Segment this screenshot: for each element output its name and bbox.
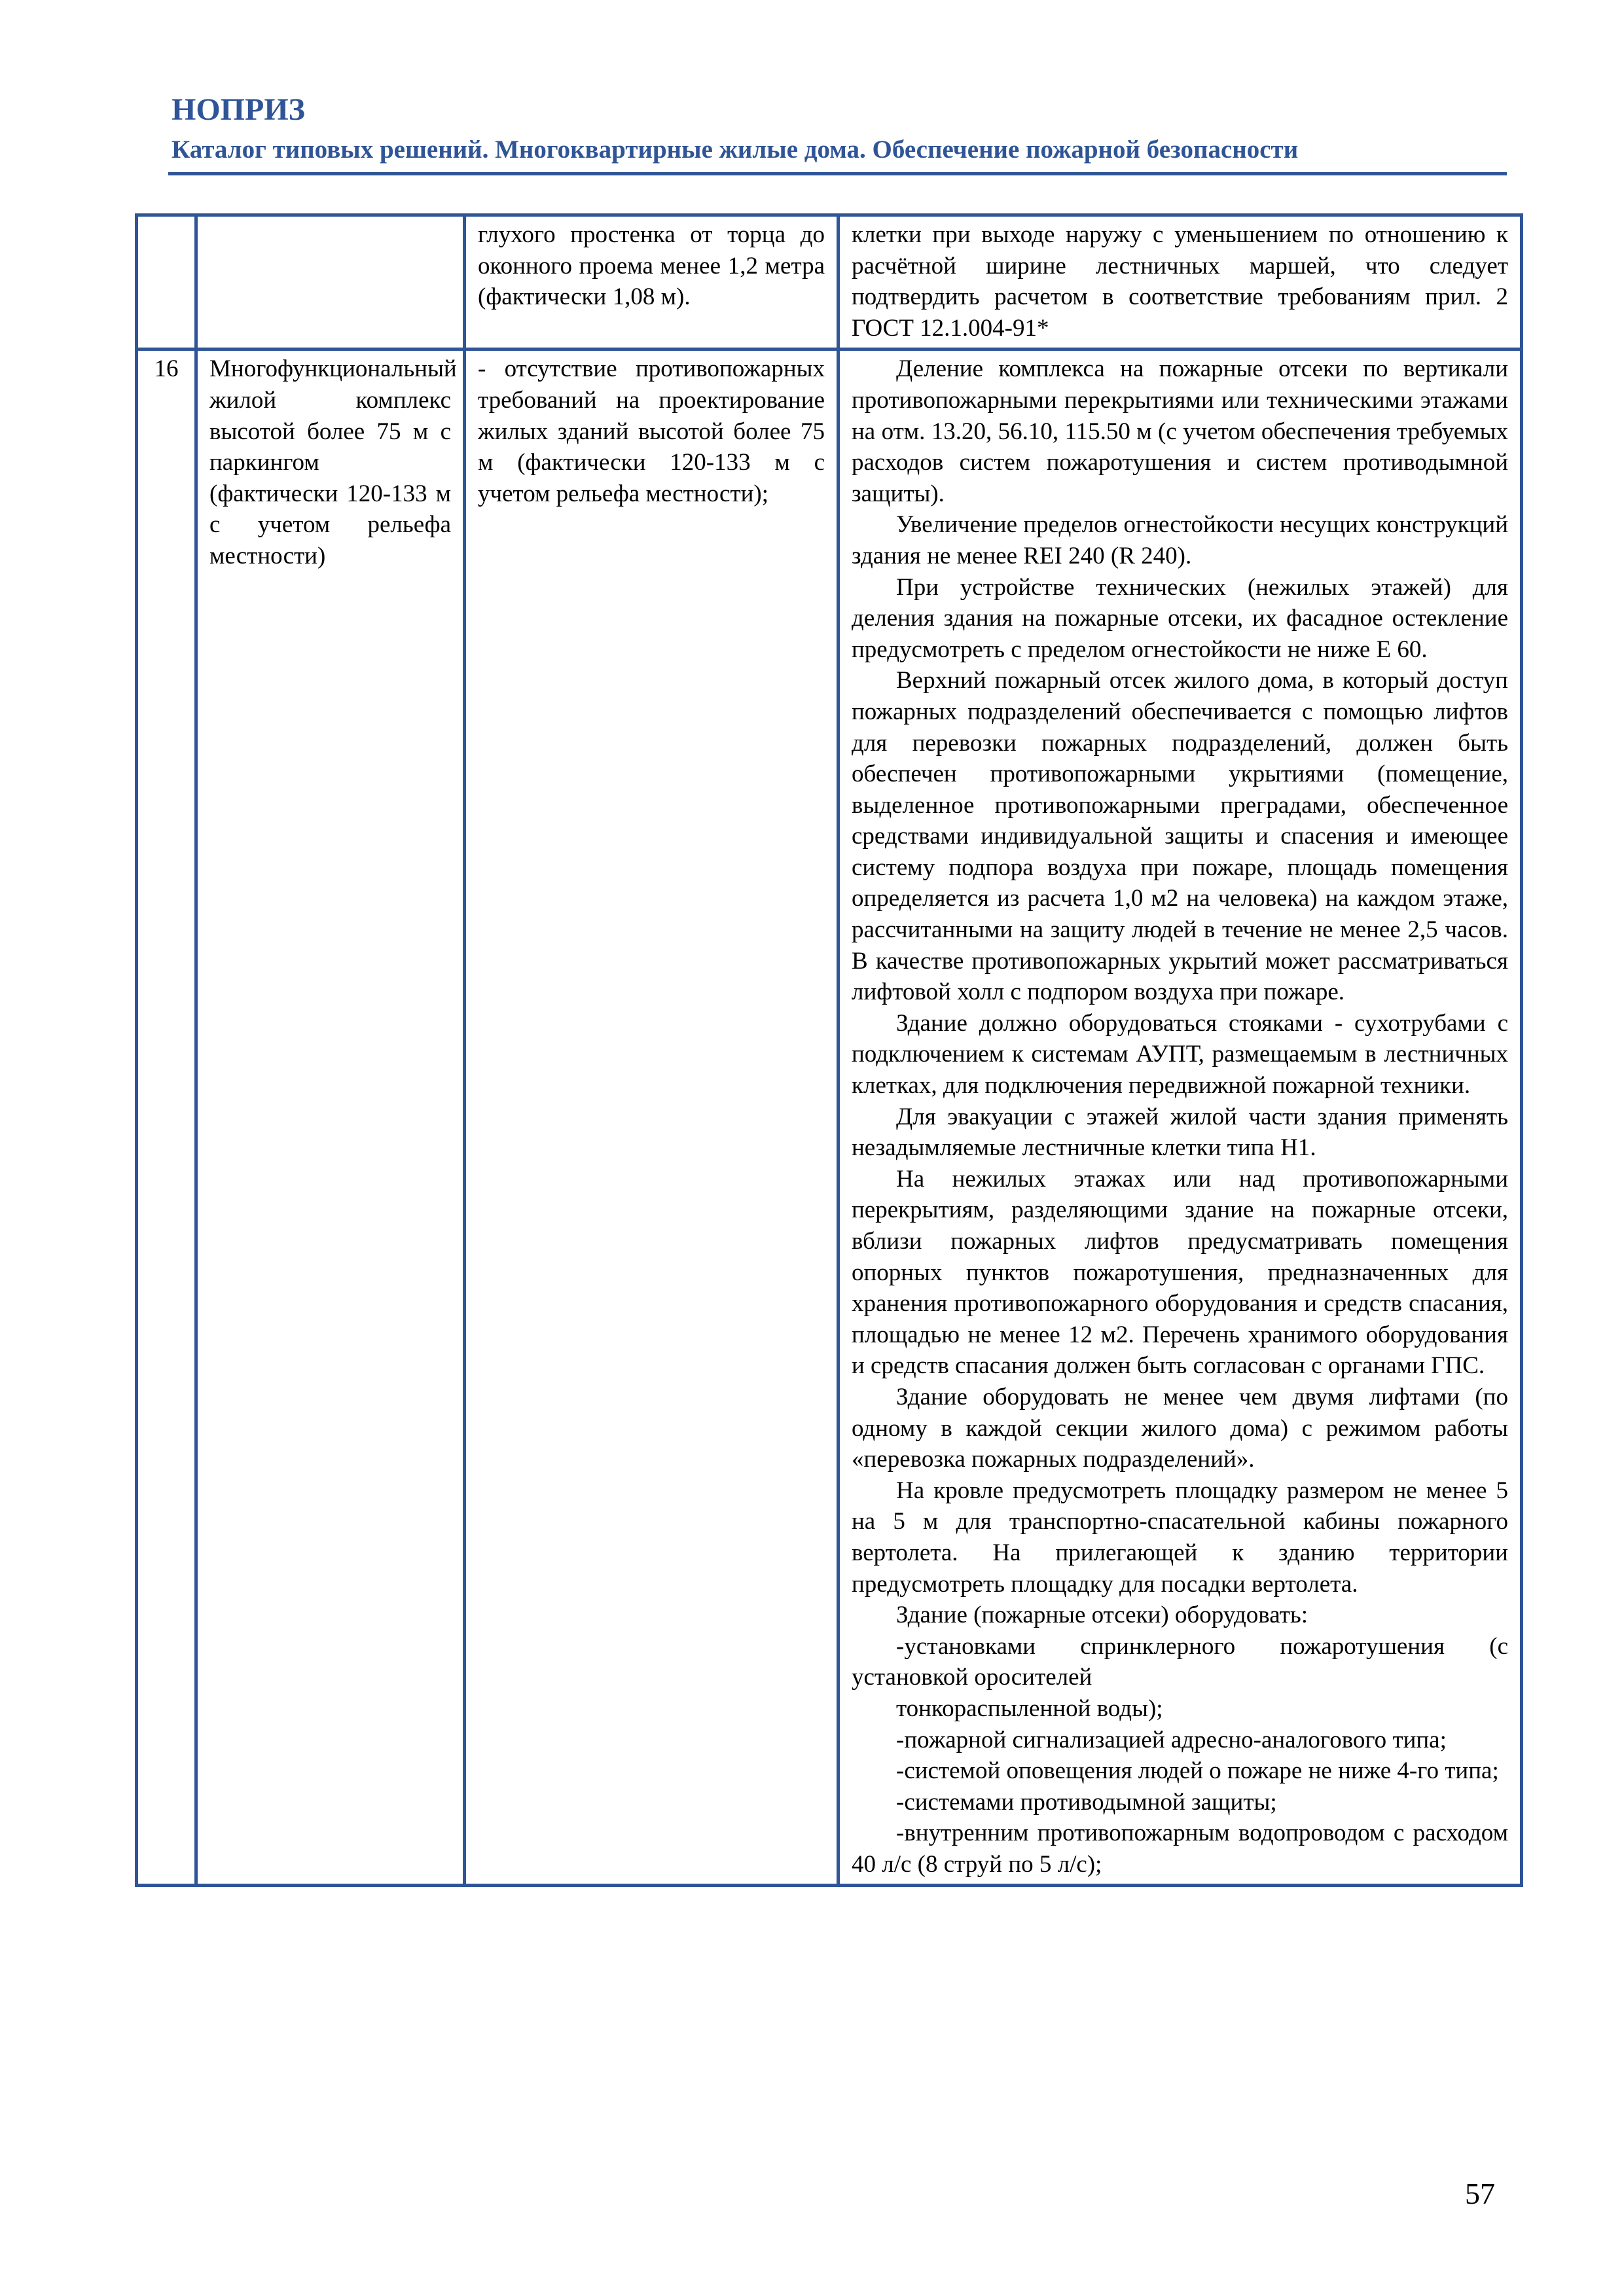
table-row bbox=[137, 350, 1522, 1886]
solution-list-item: -системами противодымной защиты; bbox=[896, 1788, 1277, 1816]
solution-list-item: -системой оповещения людей о пожаре не ниже 4-го типа; bbox=[896, 1757, 1499, 1785]
solution-list-item: -установками спринклерного пожаротушения (с установкой оросителей bbox=[852, 1632, 1508, 1691]
violation-text: - отсутствие противопожарных требований на проектирование жилых зданий высотой более 75 м (фактически 120-133 м с учетом рельефа местности); bbox=[478, 355, 825, 507]
solution-cell bbox=[839, 215, 1522, 350]
solution-paragraph: Деление комплекса на пожарные отсеки по вертикали противопожарными перекрытиями или техническими этажами на отм. 13.20, 56.10, 115.50 м (с учетом обеспечения требуемых расходов систем пожаротушения и систем противодымной защиты). bbox=[852, 355, 1508, 507]
solution-paragraph: Здание должно оборудоваться стояками - сухотрубами с подключением к системам АУПТ, размещаемым в лестничных клетках, для подключения передвижной пожарной техники. bbox=[852, 1009, 1508, 1100]
row-number-cell: 16 bbox=[137, 350, 196, 1886]
solution-list-item: тонкораспыленной воды); bbox=[896, 1695, 1163, 1722]
object-cell bbox=[196, 215, 465, 350]
solution-paragraph: На кровле предусмотреть площадку размером не менее 5 на 5 м для транспортно-спасательной кабины пожарного вертолета. На прилегающей к зданию территории предусмотреть площадку для посадки вертолета. bbox=[852, 1477, 1508, 1598]
solution-text: клетки при выходе наружу с уменьшением по отношению к расчётной ширине лестничных маршей, что следует подтвердить расчетом в соответствие требованиям прил. 2 ГОСТ 12.1.004-91* bbox=[852, 221, 1508, 342]
page-number: 57 bbox=[1465, 2177, 1495, 2210]
object-cell bbox=[196, 350, 465, 1886]
table-row bbox=[137, 215, 1522, 350]
solution-list-item: -пожарной сигнализацией адресно-аналогового типа; bbox=[896, 1726, 1447, 1753]
header-title: НОПРИЗ bbox=[171, 92, 305, 127]
violation-cell bbox=[465, 215, 839, 350]
row-number-cell bbox=[137, 215, 196, 350]
violation-cell bbox=[465, 350, 839, 1886]
solution-paragraph: При устройстве технических (нежилых этажей) для деления здания на пожарные отсеки, их фасадное остекление предусмотреть с пределом огнестойкости не ниже Е 60. bbox=[852, 573, 1508, 663]
solution-paragraph: Здание оборудовать не менее чем двумя лифтами (по одному в каждой секции жилого дома) с режимом работы «перевозка пожарных подразделений». bbox=[852, 1383, 1508, 1473]
solution-paragraph: Для эвакуации с этажей жилой части здания применять незадымляемые лестничные клетки типа Н1. bbox=[852, 1103, 1508, 1162]
solutions-table bbox=[135, 213, 1523, 1887]
solution-paragraph: Здание (пожарные отсеки) оборудовать: bbox=[896, 1602, 1308, 1629]
violation-text: глухого простенка от торца до оконного проема менее 1,2 метра (фактически 1,08 м). bbox=[478, 221, 825, 311]
solution-cell bbox=[839, 350, 1522, 1886]
solution-paragraph: Верхний пожарный отсек жилого дома, в который доступ пожарных подразделений обеспечивается с помощью лифтов для перевозки пожарных подразделений, должен быть обеспечен противопожарными укрытиями (помещение, выделенное противопожарными преградами, обеспеченное средствами индивидуальной защиты и спасения и имеющее систему подпора воздуха при пожаре, площадь помещения определяется из расчета 1,0 м2 на человека) на каждом этаже, рассчитанными на защиту людей в течение не менее 2,5 часов. В качестве противопожарных укрытий может рассматриваться лифтовой холл с подпором воздуха при пожаре. bbox=[852, 667, 1508, 1006]
header-subtitle: Каталог типовых решений. Многоквартирные жилые дома. Обеспечение пожарной безопасности bbox=[171, 135, 1299, 164]
header-divider bbox=[168, 172, 1507, 175]
object-text: Многофункциональный жилой комплекс высотой более 75 м с паркингом (фактически 120-133 м с учетом рельефа местности) bbox=[209, 355, 457, 569]
solution-list-item: -внутренним противопожарным водопроводом с расходом 40 л/с (8 струй по 5 л/с); bbox=[852, 1820, 1508, 1878]
solution-paragraph: Увеличение пределов огнестойкости несущих конструкций здания не менее REI 240 (R 240). bbox=[852, 511, 1508, 569]
solution-paragraph: На нежилых этажах или над противопожарными перекрытиям, разделяющими здание на пожарные отсеки, вблизи пожарных лифтов предусматривать помещения опорных пунктов пожаротушения, предназначенных для хранения противопожарного оборудования и средств спасания, площадью не менее 12 м2. Перечень хранимого оборудования и средств спасания должен быть согласован с органами ГПС. bbox=[852, 1165, 1508, 1380]
